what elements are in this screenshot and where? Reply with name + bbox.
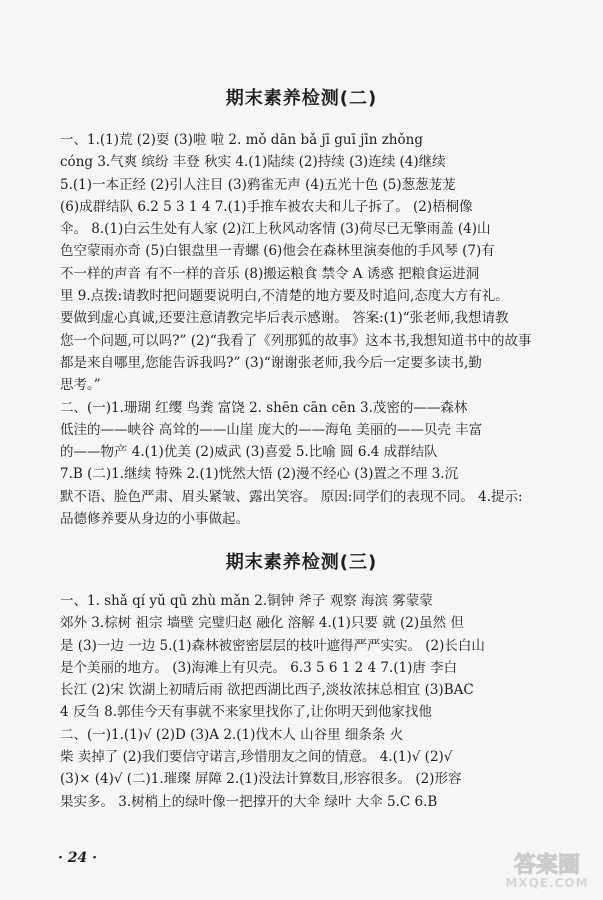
answer-line: 郊外 3.棕树 祖宗 墙壁 完璧归赵 融化 溶解 4.(1)只要 就 (2)虽然 但: [60, 615, 464, 632]
section-title-final-test-3: 期末素养检测(三): [225, 552, 378, 573]
answer-line: 都是来自哪里,您能告诉我吗?” (3)“谢谢张老师,我今后一定要多读书,勤: [60, 354, 482, 371]
answer-line: 二、(一)1.珊瑚 红缨 鸟粪 富饶 2. shēn cān cēn 3.茂密的——森林: [60, 399, 468, 416]
section-title-final-test-2: 期末素养检测(二): [225, 88, 378, 109]
answer-block-final-test-2: [60, 129, 560, 530]
watermark-text: 答案圈: [513, 853, 580, 878]
answer-line: 伞。 8.(1)白云生处有人家 (2)江上秋风动客情 (3)荷尽已无擎雨盖 (4)山: [60, 221, 491, 238]
answer-line: 您一个问题,可以吗?” (2)“我看了《列那狐的故事》这本书,我想知道书中的故事: [60, 332, 532, 349]
answer-line: 品德修养要从身边的小事做起。: [60, 511, 249, 528]
answer-block-final-test-3: [60, 590, 560, 813]
answer-line: 思考。”: [60, 377, 101, 394]
answer-line: 要做到虚心真诚,还要注意请教完毕后表示感谢。 答案:(1)“张老师,我想请教: [60, 310, 509, 327]
answer-line: 二、(一)1.(1)√ (2)D (3)A 2.(1)伐木人 山谷里 细条条 火: [60, 726, 404, 743]
answer-line: 柴 卖掉了 (2)我们要信守诺言,珍惜朋友之间的情意。 4.(1)√ (2)√: [60, 749, 453, 766]
answer-line: 是 (3)一边 一边 5.(1)森林被密密层层的枝叶遮得严严实实。 (2)长白山: [60, 637, 485, 654]
answer-line: (6)成群结队 6.2 5 3 1 4 7.(1)手推车被农夫和儿子拆了。 (2)梧桐像: [60, 198, 473, 215]
answer-line: 一、1.(1)荒 (2)耍 (3)啦 啦 2. mǒ dān bǎ jī guī jīn zhǒng: [60, 132, 423, 148]
answer-line: 4 反刍 8.郭佳今天有事就不来家里找你了,让你明天到他家找他: [60, 704, 432, 721]
answer-line: 是个美丽的地方。 (3)海滩上有贝壳。 6.3 5 6 1 2 4 7.(1)唐 李白: [60, 659, 458, 676]
answer-line: 的——物产 4.(1)优美 (2)威武 (3)喜爱 5.比喻 圆 6.4 成群结队: [60, 444, 438, 461]
answer-line: 一、1. shǎ qí yǔ qū zhù mǎn 2.铜钟 斧子 观察 海滨 雾蒙蒙: [60, 593, 433, 609]
answer-line: 果实多。 3.树梢上的绿叶像一把撑开的大伞 绿叶 大伞 5.C 6.B: [60, 793, 438, 810]
answer-line: (3)× (4)√ (二)1.璀璨 屏障 2.(1)没法计算数目,形容很多。 (2)形容: [60, 771, 462, 788]
watermark-logo: [499, 848, 595, 894]
answer-line: 不一样的声音 有不一样的音乐 (8)搬运粮食 禁令 A 诱惑 把粮食运进洞: [60, 265, 480, 282]
answer-line: 7.B (二)1.继续 特殊 2.(1)恍然大悟 (2)漫不经心 (3)置之不理 3.沉: [60, 466, 459, 483]
answer-line: 默不语、脸色严肃、眉头紧皱、露出笑容。 原因:同学们的表现不同。 4.提示:: [60, 488, 523, 505]
answer-line: 里 9.点拨:请教时把问题要说明白,不清楚的地方要及时追问,态度大方有礼。: [60, 288, 509, 305]
answer-line: 低洼的——峡谷 高耸的——山崖 庞大的——海龟 美丽的——贝壳 丰富: [60, 421, 483, 438]
answer-line: 色空蒙雨亦奇 (5)白银盘里一青螺 (6)他会在森林里演奏他的手风琴 (7)有: [60, 243, 495, 260]
answer-line: 5.(1)一本正经 (2)引人注目 (3)鸦雀无声 (4)五光十色 (5)葱葱茏茏: [60, 176, 456, 193]
page-number: · 24 ·: [58, 850, 97, 866]
watermark-url: MXQE.COM: [505, 876, 589, 890]
answer-line: 长江 (2)宋 饮湖上初晴后雨 欲把西湖比西子,淡妆浓抹总相宜 (3)BAC: [60, 682, 474, 699]
answer-line: cóng 3.气爽 缤纷 丰登 秋实 4.(1)陆续 (2)持续 (3)连续 (4)继续: [60, 154, 446, 171]
